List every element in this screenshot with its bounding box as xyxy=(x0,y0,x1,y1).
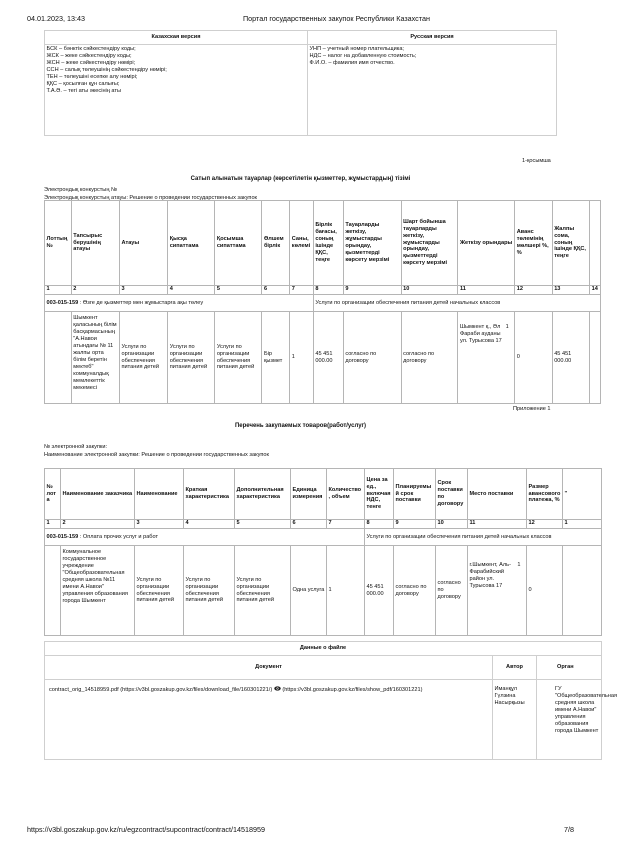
customer-cell: Шымкент қаласының білім басқармасының "А.Навои атындағы № 11 жалпы орта білім беретін мектеб" коммуналдық мемлекеттік мекемесі xyxy=(71,312,119,404)
abbreviations-table xyxy=(44,30,557,136)
col-author: Автор xyxy=(493,655,537,679)
extra-cell: Услуги по организации обеспечения питания детей xyxy=(235,546,291,636)
org-cell: ГУ "Общеобразовательная средняя школа имени А.Навои" управления образования города Шымкент xyxy=(537,679,602,759)
abbr-line: Т.А.Ә. – тегі аты әкесінің аты xyxy=(46,87,122,94)
place-cell xyxy=(468,546,527,636)
col-number: 6 xyxy=(262,286,290,295)
place-text: Шымкент қ., Әл Фараби ауданы ул. Турысова 17 xyxy=(459,324,502,344)
col-header: Аванс төлемінің мөлшері %, % xyxy=(515,201,552,286)
name-cell: Услуги по организации обеспечения питания детей xyxy=(119,312,167,404)
col-header: Саны, көлемі xyxy=(290,201,314,286)
col-number: 13 xyxy=(552,286,589,295)
page-number: 7/8 xyxy=(564,825,574,834)
abbr-line: ТЕН – төлеушіні есепке алу нөмірі; xyxy=(46,73,138,80)
col-number: 6 xyxy=(291,520,327,529)
place-text: г.Шымкент, Аль-Фарабийский район ул. Турысова 17 xyxy=(469,562,511,589)
table-row xyxy=(45,312,601,404)
short-cell: Услуги по организации обеспечения питания детей xyxy=(184,546,235,636)
qty-cell: 1 xyxy=(327,546,365,636)
col-number: 2 xyxy=(61,520,135,529)
col-header: Цена за ед., включая НДС, тенге xyxy=(365,469,394,520)
col-header xyxy=(590,201,601,286)
col-number: 8 xyxy=(365,520,394,529)
col-number: 4 xyxy=(168,286,215,295)
lot-description xyxy=(45,529,365,546)
name-cell: Услуги по организации обеспечения питания детей xyxy=(135,546,184,636)
col-number: 7 xyxy=(290,286,314,295)
col-number: 12 xyxy=(515,286,552,295)
lot-desc-right: Услуги по организации обеспечения питания детей начальных классов xyxy=(365,529,602,546)
col-header: Шарт бойынша тауарларды жеткізу, жұмыстарды орындау, қызметтерді көрсету мерзімі xyxy=(401,201,458,286)
col-document: Документ xyxy=(45,655,493,679)
contract-term-cell: согласно по договору xyxy=(436,546,468,636)
abbr-line: ЖСН – жеке сәйкестендіру нөмірі; xyxy=(46,59,136,66)
col-header: Қосымша сипаттама xyxy=(215,201,262,286)
total-cell: 45 451 000.00 xyxy=(552,312,589,404)
col-header: " xyxy=(563,469,602,520)
portal-title: Портал государственных закупок Республики Казахстан xyxy=(243,14,430,23)
lot-desc: : Оплата прочих услуг и работ xyxy=(79,533,159,540)
abbr-line: ЖСК – жеке сәйкестендіру коды; xyxy=(46,52,132,59)
eye-icon[interactable] xyxy=(274,686,281,694)
document-cell xyxy=(45,679,493,759)
short-cell: Услуги по организации обеспечения питания детей xyxy=(168,312,215,404)
col-header: Наименование xyxy=(135,469,184,520)
unit-cell: Бір қызмет xyxy=(262,312,290,404)
col-number: 11 xyxy=(458,286,515,295)
price-cell: 45 451 000.00 xyxy=(313,312,343,404)
lot-code: 003-015-159 xyxy=(46,299,79,306)
abbr-line: Ф.И.О. – фамилия имя отчество. xyxy=(309,59,395,66)
advance-cell: 0 xyxy=(515,312,552,404)
col-number: 5 xyxy=(235,520,291,529)
kaz-goods-table xyxy=(44,200,601,404)
col-header: Срок поставки по договору xyxy=(436,469,468,520)
abbr-line: УНП – учетный номер плательщика; xyxy=(309,45,404,52)
col-number: 9 xyxy=(343,286,401,295)
abbr-line: БСК – бәнктік сәйкестендіру коды; xyxy=(46,45,136,52)
col-number: 1 xyxy=(563,520,602,529)
print-datetime: 04.01.2023, 13:43 xyxy=(27,14,85,23)
rus-purchase-no: № электронной закупки: xyxy=(44,444,108,450)
col-header: Тауарларды жеткізу, жұмыстарды орындау, қызметтерді көрсету мерзімі xyxy=(343,201,401,286)
file-data-title: Данные о файле xyxy=(45,642,602,656)
col-header: № лота xyxy=(45,469,61,520)
advance-cell: 0 xyxy=(527,546,563,636)
kaz-abbreviations xyxy=(45,44,308,135)
col-header: Количество, объем xyxy=(327,469,365,520)
page-url: https://v3bl.goszakup.gov.kz/ru/egzcontract/supcontract/contract/14518959 xyxy=(27,825,265,834)
col-header: Место поставки xyxy=(468,469,527,520)
col-number: 3 xyxy=(135,520,184,529)
price-cell: 45 451 000.00 xyxy=(365,546,394,636)
page-header xyxy=(27,14,574,24)
col-org: Орган xyxy=(537,655,602,679)
col-header: Тапсырыс берушінің атауы xyxy=(71,201,119,286)
rus-purchase-name: Наименование электронной закупки: Решение о проведении государственных закупок xyxy=(44,452,269,458)
kaz-version-heading: Казахская версия xyxy=(45,31,308,45)
appendix-label: 1-қосымша xyxy=(522,158,551,164)
file-name-link[interactable]: contract_orig_14518959.pdf xyxy=(49,686,119,693)
abbr-line: НДС – налог на добавленную стоимость; xyxy=(309,52,417,59)
col-number: 10 xyxy=(401,286,458,295)
col-number: 10 xyxy=(436,520,468,529)
abbr-line: ССН – салық төлеушінің сәйкестендіру нөмірі; xyxy=(46,66,167,73)
col-header: Қысқа сипаттама xyxy=(168,201,215,286)
lot-description xyxy=(45,295,314,312)
col-header: Планируемый срок поставки xyxy=(394,469,436,520)
col-header: Жеткізу орындары xyxy=(458,201,515,286)
qty-cell: 1 xyxy=(290,312,314,404)
table-row xyxy=(45,546,602,636)
col-header: Жалпы сома, соның ішінде ҚҚС, теңге xyxy=(552,201,589,286)
col-header: Лоттың № xyxy=(45,201,72,286)
col-header: Бірлік бағасы, соның ішінде ҚҚС, теңге xyxy=(313,201,343,286)
col-header: Размер авансового платежа, % xyxy=(527,469,563,520)
place-number: 1 xyxy=(517,562,521,568)
file-data-table xyxy=(44,641,617,760)
col-number: 9 xyxy=(394,520,436,529)
kaz-competition-no: Электрондық конкурстың № xyxy=(44,187,117,193)
contract-term-cell: согласно по договору xyxy=(401,312,458,404)
download-link[interactable]: (https://v3bl.goszakup.gov.kz/files/download_file/160301221/) xyxy=(120,686,273,693)
author-cell: Иманқұл Гүлзина Насырқызы xyxy=(493,679,537,759)
kaz-competition-name: Электрондық конкурстың атауы: Решение о проведении государственных закупок xyxy=(44,195,258,201)
kaz-section-title: Сатып алынатын тауарлар (көрсетілетін қызметтер, жұмыстардың) тізімі xyxy=(190,176,411,182)
show-link[interactable]: (https://v3bl.goszakup.gov.kz/files/show_pdf/160301221) xyxy=(282,686,423,693)
col-number: 4 xyxy=(184,520,235,529)
col-number: 5 xyxy=(215,286,262,295)
col-number: 12 xyxy=(527,520,563,529)
col-number: 3 xyxy=(119,286,167,295)
col-number: 11 xyxy=(468,520,527,529)
lot-desc-right: Услуги по организации обеспечения питания детей начальных классов xyxy=(313,295,600,312)
place-cell xyxy=(458,312,515,404)
unit-cell: Одна услуга xyxy=(291,546,327,636)
rus-goods-table xyxy=(44,468,602,636)
rus-version-heading: Русская версия xyxy=(308,31,557,45)
lot-desc: : Өзге де қызметтер мен жұмыстарға ақы төлеу xyxy=(79,299,204,306)
col-number: 8 xyxy=(313,286,343,295)
col-header: Краткая характеристика xyxy=(184,469,235,520)
col-number: 14 xyxy=(590,286,601,295)
col-number: 1 xyxy=(45,520,61,529)
place-number: 1 xyxy=(505,324,509,330)
col-header: Единица измерения xyxy=(291,469,327,520)
abbr-line: ҚҚС – қосылған құн салығы; xyxy=(46,80,120,87)
extra-cell: Услуги по организации обеспечения питания детей xyxy=(215,312,262,404)
col-header: Дополнительная характеристика xyxy=(235,469,291,520)
term-cell: согласно по договору xyxy=(343,312,401,404)
col-number: 7 xyxy=(327,520,365,529)
planned-term-cell: согласно по договору xyxy=(394,546,436,636)
col-header: Наименование заказчика xyxy=(61,469,135,520)
customer-cell: Коммунальное государственное учреждение "Общеобразовательная средняя школа №11 имени А.Навои" управления образования города Шымкент xyxy=(61,546,135,636)
col-header: Атауы xyxy=(119,201,167,286)
rus-abbreviations xyxy=(308,44,557,135)
col-header: Өлшем бірлік xyxy=(262,201,290,286)
col-number: 1 xyxy=(45,286,72,295)
appendix-1-label: Приложение 1 xyxy=(513,406,551,412)
rus-section-title: Перечень закупаемых товаров(работ/услуг) xyxy=(234,423,367,429)
col-number: 2 xyxy=(71,286,119,295)
lot-code: 003-015-159 xyxy=(46,533,79,540)
